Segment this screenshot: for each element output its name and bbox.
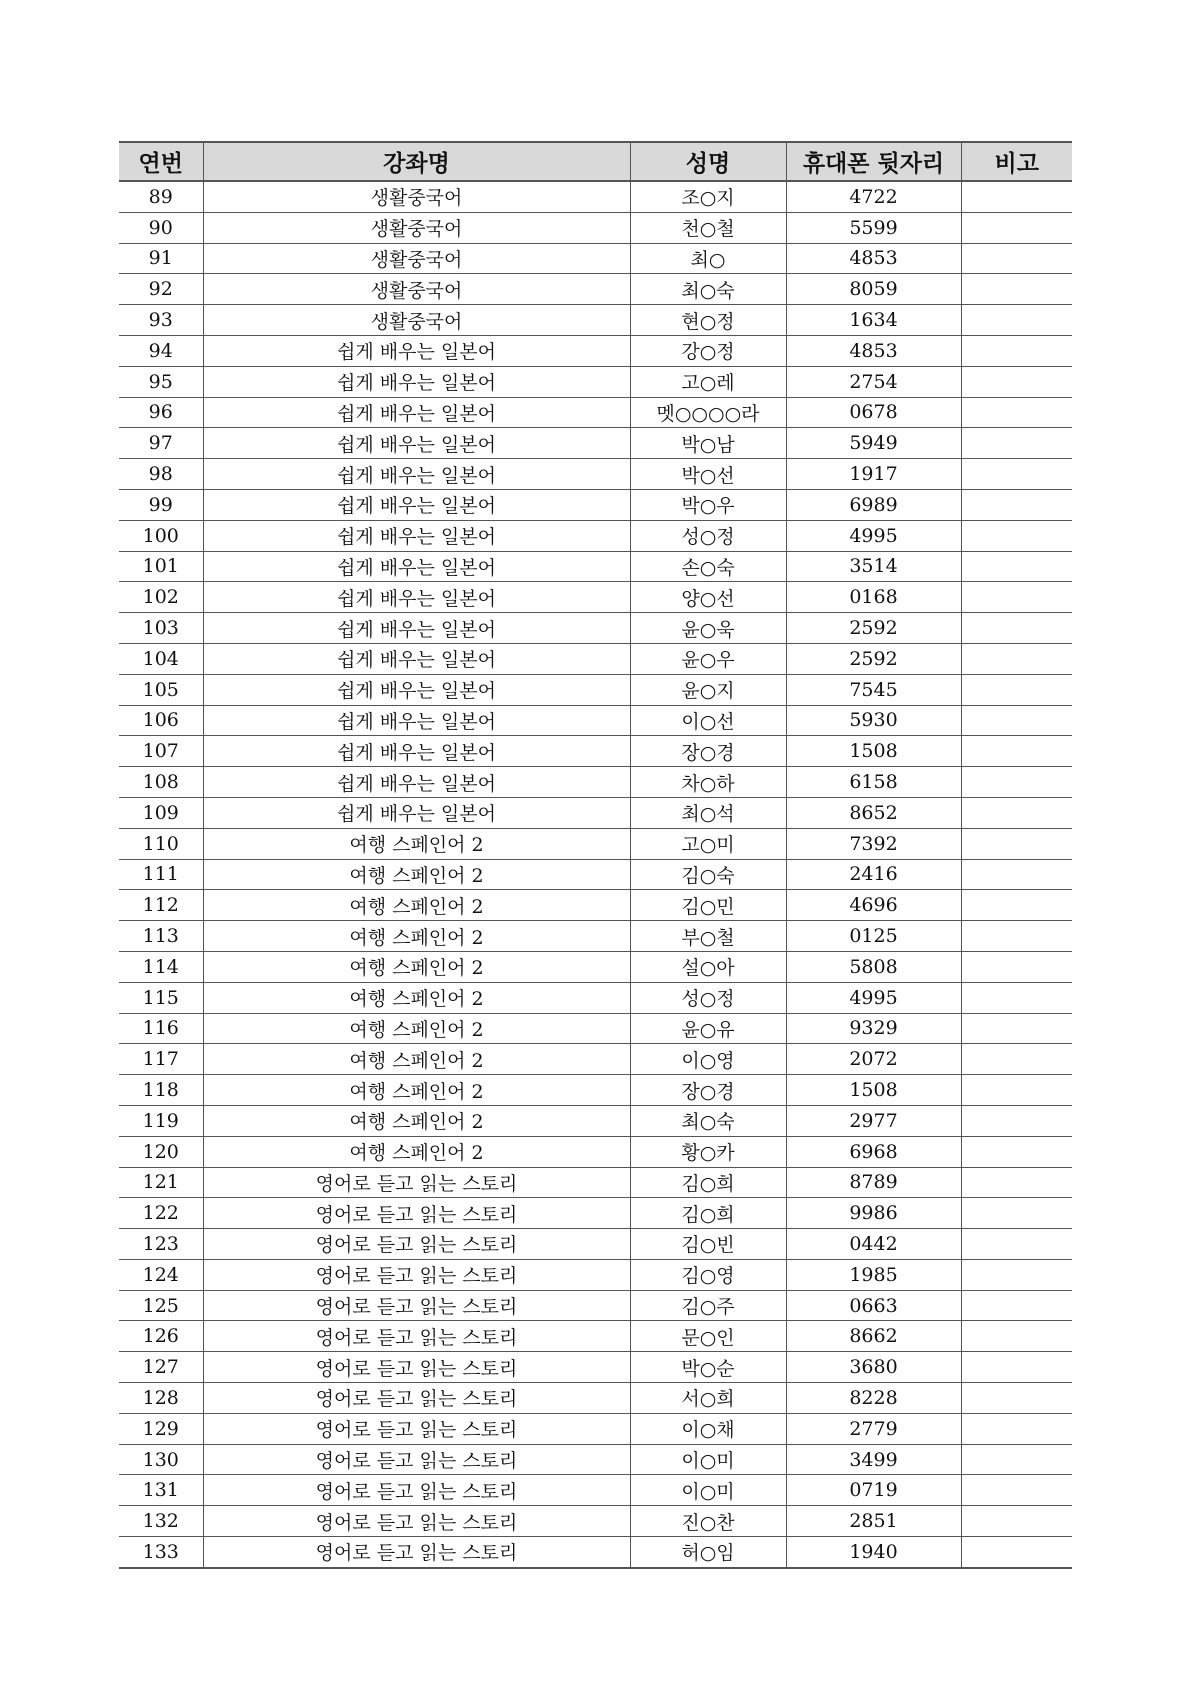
- cell-course-name: 쉽게 배우는 일본어: [203, 428, 630, 459]
- table-row: [119, 705, 1072, 736]
- cell-course-name: 여행 스페인어 2: [203, 890, 630, 921]
- cell-remarks: [961, 1290, 1072, 1321]
- cell-course-name: 여행 스페인어 2: [203, 982, 630, 1013]
- cell-number: 119: [119, 1105, 203, 1136]
- table-row: [119, 1075, 1072, 1106]
- cell-remarks: [961, 1167, 1072, 1198]
- cell-phone-last-digits: 4853: [786, 335, 961, 366]
- table-row: [119, 1229, 1072, 1260]
- cell-course-name: 영어로 듣고 읽는 스토리: [203, 1506, 630, 1537]
- cell-name: 이○영: [630, 1044, 786, 1075]
- cell-remarks: [961, 674, 1072, 705]
- cell-phone-last-digits: 0125: [786, 921, 961, 952]
- cell-name: 윤○욱: [630, 613, 786, 644]
- cell-number: 107: [119, 736, 203, 767]
- cell-phone-last-digits: 0678: [786, 397, 961, 428]
- cell-phone-last-digits: 0663: [786, 1290, 961, 1321]
- table-row: [119, 305, 1072, 336]
- header-number: 연번: [119, 142, 203, 181]
- cell-phone-last-digits: 4696: [786, 890, 961, 921]
- cell-phone-last-digits: 4722: [786, 181, 961, 212]
- cell-name: 최○: [630, 243, 786, 274]
- cell-name: 윤○우: [630, 643, 786, 674]
- cell-remarks: [961, 397, 1072, 428]
- cell-name: 최○숙: [630, 274, 786, 305]
- cell-number: 110: [119, 828, 203, 859]
- cell-name: 김○빈: [630, 1229, 786, 1260]
- cell-number: 92: [119, 274, 203, 305]
- cell-course-name: 생활중국어: [203, 243, 630, 274]
- table-row: [119, 1259, 1072, 1290]
- cell-number: 116: [119, 1013, 203, 1044]
- cell-phone-last-digits: 3680: [786, 1352, 961, 1383]
- cell-phone-last-digits: 2416: [786, 859, 961, 890]
- cell-phone-last-digits: 2754: [786, 366, 961, 397]
- cell-phone-last-digits: 5930: [786, 705, 961, 736]
- cell-course-name: 쉽게 배우는 일본어: [203, 489, 630, 520]
- header-course-name: 강좌명: [203, 142, 630, 181]
- cell-course-name: 여행 스페인어 2: [203, 1075, 630, 1106]
- cell-course-name: 여행 스페인어 2: [203, 1044, 630, 1075]
- cell-phone-last-digits: 8228: [786, 1383, 961, 1414]
- cell-phone-last-digits: 4853: [786, 243, 961, 274]
- cell-number: 120: [119, 1136, 203, 1167]
- table-row: [119, 582, 1072, 613]
- cell-remarks: [961, 643, 1072, 674]
- cell-remarks: [961, 1444, 1072, 1475]
- cell-phone-last-digits: 8662: [786, 1321, 961, 1352]
- cell-remarks: [961, 428, 1072, 459]
- cell-name: 김○민: [630, 890, 786, 921]
- cell-name: 조○지: [630, 181, 786, 212]
- table-row: [119, 736, 1072, 767]
- cell-course-name: 여행 스페인어 2: [203, 921, 630, 952]
- cell-name: 강○정: [630, 335, 786, 366]
- cell-remarks: [961, 1259, 1072, 1290]
- table-row: [119, 1105, 1072, 1136]
- cell-phone-last-digits: 1508: [786, 1075, 961, 1106]
- cell-number: 121: [119, 1167, 203, 1198]
- cell-number: 111: [119, 859, 203, 890]
- table-row: [119, 366, 1072, 397]
- cell-course-name: 쉽게 배우는 일본어: [203, 643, 630, 674]
- header-remarks: 비고: [961, 142, 1072, 181]
- table-row: [119, 181, 1072, 212]
- cell-remarks: [961, 797, 1072, 828]
- cell-number: 106: [119, 705, 203, 736]
- cell-phone-last-digits: 1634: [786, 305, 961, 336]
- table-row: [119, 335, 1072, 366]
- cell-name: 장○경: [630, 736, 786, 767]
- cell-course-name: 영어로 듣고 읽는 스토리: [203, 1229, 630, 1260]
- cell-course-name: 여행 스페인어 2: [203, 1013, 630, 1044]
- cell-remarks: [961, 582, 1072, 613]
- cell-phone-last-digits: 1940: [786, 1537, 961, 1568]
- cell-number: 127: [119, 1352, 203, 1383]
- table-row: [119, 1321, 1072, 1352]
- cell-course-name: 쉽게 배우는 일본어: [203, 551, 630, 582]
- table-row: [119, 1136, 1072, 1167]
- cell-course-name: 쉽게 배우는 일본어: [203, 674, 630, 705]
- cell-course-name: 여행 스페인어 2: [203, 1136, 630, 1167]
- cell-number: 94: [119, 335, 203, 366]
- cell-name: 성○정: [630, 520, 786, 551]
- table-row: [119, 520, 1072, 551]
- cell-name: 허○임: [630, 1537, 786, 1568]
- cell-number: 99: [119, 489, 203, 520]
- cell-phone-last-digits: 8789: [786, 1167, 961, 1198]
- cell-name: 최○숙: [630, 1105, 786, 1136]
- cell-course-name: 영어로 듣고 읽는 스토리: [203, 1259, 630, 1290]
- cell-number: 131: [119, 1475, 203, 1506]
- cell-name: 부○철: [630, 921, 786, 952]
- cell-number: 91: [119, 243, 203, 274]
- table-row: [119, 1475, 1072, 1506]
- cell-phone-last-digits: 7392: [786, 828, 961, 859]
- cell-course-name: 생활중국어: [203, 181, 630, 212]
- cell-name: 이○미: [630, 1475, 786, 1506]
- cell-number: 108: [119, 767, 203, 798]
- cell-remarks: [961, 736, 1072, 767]
- cell-remarks: [961, 1013, 1072, 1044]
- cell-phone-last-digits: 4995: [786, 520, 961, 551]
- cell-phone-last-digits: 2592: [786, 613, 961, 644]
- cell-name: 멧○○○○라: [630, 397, 786, 428]
- cell-name: 진○찬: [630, 1506, 786, 1537]
- cell-course-name: 여행 스페인어 2: [203, 859, 630, 890]
- cell-remarks: [961, 1075, 1072, 1106]
- table-row: [119, 243, 1072, 274]
- cell-name: 황○카: [630, 1136, 786, 1167]
- table-row: [119, 828, 1072, 859]
- cell-phone-last-digits: 2977: [786, 1105, 961, 1136]
- cell-phone-last-digits: 2779: [786, 1413, 961, 1444]
- cell-phone-last-digits: 6158: [786, 767, 961, 798]
- cell-remarks: [961, 520, 1072, 551]
- cell-number: 101: [119, 551, 203, 582]
- cell-name: 성○정: [630, 982, 786, 1013]
- cell-course-name: 영어로 듣고 읽는 스토리: [203, 1167, 630, 1198]
- cell-number: 98: [119, 459, 203, 490]
- cell-name: 고○레: [630, 366, 786, 397]
- cell-remarks: [961, 951, 1072, 982]
- cell-course-name: 영어로 듣고 읽는 스토리: [203, 1475, 630, 1506]
- cell-course-name: 쉽게 배우는 일본어: [203, 613, 630, 644]
- table-row: [119, 674, 1072, 705]
- cell-number: 102: [119, 582, 203, 613]
- cell-name: 설○아: [630, 951, 786, 982]
- cell-remarks: [961, 305, 1072, 336]
- cell-remarks: [961, 921, 1072, 952]
- cell-name: 현○정: [630, 305, 786, 336]
- cell-remarks: [961, 1044, 1072, 1075]
- cell-phone-last-digits: 2851: [786, 1506, 961, 1537]
- cell-course-name: 영어로 듣고 읽는 스토리: [203, 1352, 630, 1383]
- table-row: [119, 1352, 1072, 1383]
- cell-number: 118: [119, 1075, 203, 1106]
- cell-phone-last-digits: 6989: [786, 489, 961, 520]
- table-row: [119, 397, 1072, 428]
- table-row: [119, 1383, 1072, 1414]
- cell-number: 100: [119, 520, 203, 551]
- cell-course-name: 쉽게 배우는 일본어: [203, 520, 630, 551]
- cell-remarks: [961, 1352, 1072, 1383]
- cell-course-name: 쉽게 배우는 일본어: [203, 397, 630, 428]
- cell-remarks: [961, 1475, 1072, 1506]
- cell-course-name: 쉽게 배우는 일본어: [203, 705, 630, 736]
- cell-phone-last-digits: 2072: [786, 1044, 961, 1075]
- table-row: [119, 428, 1072, 459]
- cell-name: 서○희: [630, 1383, 786, 1414]
- table-row: [119, 951, 1072, 982]
- cell-remarks: [961, 613, 1072, 644]
- table-row: [119, 1013, 1072, 1044]
- cell-number: 130: [119, 1444, 203, 1475]
- cell-number: 89: [119, 181, 203, 212]
- cell-number: 115: [119, 982, 203, 1013]
- cell-remarks: [961, 982, 1072, 1013]
- cell-number: 123: [119, 1229, 203, 1260]
- cell-number: 97: [119, 428, 203, 459]
- header-phone-last-digits: 휴대폰 뒷자리: [786, 142, 961, 181]
- cell-phone-last-digits: 8059: [786, 274, 961, 305]
- enrollment-table: [119, 141, 1072, 1569]
- cell-phone-last-digits: 0719: [786, 1475, 961, 1506]
- cell-course-name: 쉽게 배우는 일본어: [203, 582, 630, 613]
- cell-number: 124: [119, 1259, 203, 1290]
- cell-name: 윤○유: [630, 1013, 786, 1044]
- cell-course-name: 영어로 듣고 읽는 스토리: [203, 1321, 630, 1352]
- cell-name: 고○미: [630, 828, 786, 859]
- cell-remarks: [961, 1229, 1072, 1260]
- cell-number: 112: [119, 890, 203, 921]
- cell-remarks: [961, 1198, 1072, 1229]
- cell-course-name: 쉽게 배우는 일본어: [203, 736, 630, 767]
- cell-phone-last-digits: 3499: [786, 1444, 961, 1475]
- cell-number: 90: [119, 212, 203, 243]
- cell-phone-last-digits: 7545: [786, 674, 961, 705]
- table-row: [119, 1290, 1072, 1321]
- cell-course-name: 영어로 듣고 읽는 스토리: [203, 1444, 630, 1475]
- cell-course-name: 쉽게 배우는 일본어: [203, 335, 630, 366]
- cell-number: 96: [119, 397, 203, 428]
- cell-course-name: 쉽게 배우는 일본어: [203, 797, 630, 828]
- cell-phone-last-digits: 3514: [786, 551, 961, 582]
- table-row: [119, 459, 1072, 490]
- cell-number: 103: [119, 613, 203, 644]
- cell-phone-last-digits: 1917: [786, 459, 961, 490]
- cell-course-name: 쉽게 배우는 일본어: [203, 366, 630, 397]
- cell-remarks: [961, 243, 1072, 274]
- cell-course-name: 영어로 듣고 읽는 스토리: [203, 1537, 630, 1568]
- cell-name: 박○우: [630, 489, 786, 520]
- cell-number: 125: [119, 1290, 203, 1321]
- cell-number: 132: [119, 1506, 203, 1537]
- table-row: [119, 274, 1072, 305]
- cell-name: 최○석: [630, 797, 786, 828]
- cell-number: 114: [119, 951, 203, 982]
- cell-remarks: [961, 1383, 1072, 1414]
- cell-remarks: [961, 489, 1072, 520]
- cell-course-name: 여행 스페인어 2: [203, 951, 630, 982]
- cell-number: 95: [119, 366, 203, 397]
- cell-number: 104: [119, 643, 203, 674]
- cell-name: 양○선: [630, 582, 786, 613]
- cell-remarks: [961, 1537, 1072, 1568]
- cell-remarks: [961, 828, 1072, 859]
- cell-course-name: 영어로 듣고 읽는 스토리: [203, 1290, 630, 1321]
- cell-number: 109: [119, 797, 203, 828]
- cell-remarks: [961, 1136, 1072, 1167]
- cell-remarks: [961, 1321, 1072, 1352]
- cell-phone-last-digits: 0442: [786, 1229, 961, 1260]
- cell-remarks: [961, 767, 1072, 798]
- cell-name: 문○인: [630, 1321, 786, 1352]
- cell-remarks: [961, 366, 1072, 397]
- cell-name: 김○희: [630, 1167, 786, 1198]
- table-body: [119, 181, 1072, 1568]
- cell-name: 손○숙: [630, 551, 786, 582]
- cell-course-name: 여행 스페인어 2: [203, 828, 630, 859]
- cell-phone-last-digits: 5949: [786, 428, 961, 459]
- table-row: [119, 921, 1072, 952]
- cell-course-name: 쉽게 배우는 일본어: [203, 459, 630, 490]
- cell-phone-last-digits: 0168: [786, 582, 961, 613]
- cell-course-name: 여행 스페인어 2: [203, 1105, 630, 1136]
- cell-remarks: [961, 212, 1072, 243]
- cell-phone-last-digits: 8652: [786, 797, 961, 828]
- cell-name: 박○순: [630, 1352, 786, 1383]
- cell-number: 126: [119, 1321, 203, 1352]
- cell-name: 차○하: [630, 767, 786, 798]
- table-row: [119, 1444, 1072, 1475]
- cell-name: 박○선: [630, 459, 786, 490]
- cell-name: 이○미: [630, 1444, 786, 1475]
- cell-number: 113: [119, 921, 203, 952]
- cell-remarks: [961, 335, 1072, 366]
- cell-number: 128: [119, 1383, 203, 1414]
- cell-remarks: [961, 890, 1072, 921]
- table-row: [119, 212, 1072, 243]
- cell-number: 93: [119, 305, 203, 336]
- cell-remarks: [961, 1506, 1072, 1537]
- cell-phone-last-digits: 9986: [786, 1198, 961, 1229]
- cell-number: 117: [119, 1044, 203, 1075]
- cell-name: 김○주: [630, 1290, 786, 1321]
- cell-remarks: [961, 459, 1072, 490]
- cell-phone-last-digits: 6968: [786, 1136, 961, 1167]
- cell-phone-last-digits: 1985: [786, 1259, 961, 1290]
- cell-phone-last-digits: 4995: [786, 982, 961, 1013]
- table-row: [119, 1413, 1072, 1444]
- table-row: [119, 890, 1072, 921]
- cell-number: 105: [119, 674, 203, 705]
- cell-phone-last-digits: 2592: [786, 643, 961, 674]
- cell-name: 이○채: [630, 1413, 786, 1444]
- table-row: [119, 1044, 1072, 1075]
- table-row: [119, 643, 1072, 674]
- cell-name: 김○숙: [630, 859, 786, 890]
- cell-name: 김○희: [630, 1198, 786, 1229]
- table-row: [119, 767, 1072, 798]
- cell-name: 윤○지: [630, 674, 786, 705]
- table-row: [119, 797, 1072, 828]
- cell-remarks: [961, 274, 1072, 305]
- cell-remarks: [961, 181, 1072, 212]
- table-header-row: [119, 142, 1072, 181]
- cell-name: 장○경: [630, 1075, 786, 1106]
- table-row: [119, 1198, 1072, 1229]
- cell-number: 129: [119, 1413, 203, 1444]
- table-row: [119, 1537, 1072, 1568]
- cell-name: 박○남: [630, 428, 786, 459]
- cell-phone-last-digits: 5599: [786, 212, 961, 243]
- cell-remarks: [961, 551, 1072, 582]
- cell-name: 이○선: [630, 705, 786, 736]
- table-row: [119, 1506, 1072, 1537]
- cell-course-name: 생활중국어: [203, 212, 630, 243]
- cell-course-name: 영어로 듣고 읽는 스토리: [203, 1413, 630, 1444]
- table-row: [119, 982, 1072, 1013]
- cell-remarks: [961, 705, 1072, 736]
- cell-phone-last-digits: 5808: [786, 951, 961, 982]
- cell-number: 133: [119, 1537, 203, 1568]
- cell-course-name: 생활중국어: [203, 305, 630, 336]
- cell-name: 천○철: [630, 212, 786, 243]
- table-row: [119, 1167, 1072, 1198]
- cell-remarks: [961, 1413, 1072, 1444]
- cell-number: 122: [119, 1198, 203, 1229]
- table-row: [119, 489, 1072, 520]
- table-row: [119, 613, 1072, 644]
- table-row: [119, 859, 1072, 890]
- header-name: 성명: [630, 142, 786, 181]
- cell-remarks: [961, 859, 1072, 890]
- cell-name: 김○영: [630, 1259, 786, 1290]
- cell-phone-last-digits: 9329: [786, 1013, 961, 1044]
- table-row: [119, 551, 1072, 582]
- cell-remarks: [961, 1105, 1072, 1136]
- cell-phone-last-digits: 1508: [786, 736, 961, 767]
- cell-course-name: 쉽게 배우는 일본어: [203, 767, 630, 798]
- cell-course-name: 영어로 듣고 읽는 스토리: [203, 1383, 630, 1414]
- cell-course-name: 생활중국어: [203, 274, 630, 305]
- cell-course-name: 영어로 듣고 읽는 스토리: [203, 1198, 630, 1229]
